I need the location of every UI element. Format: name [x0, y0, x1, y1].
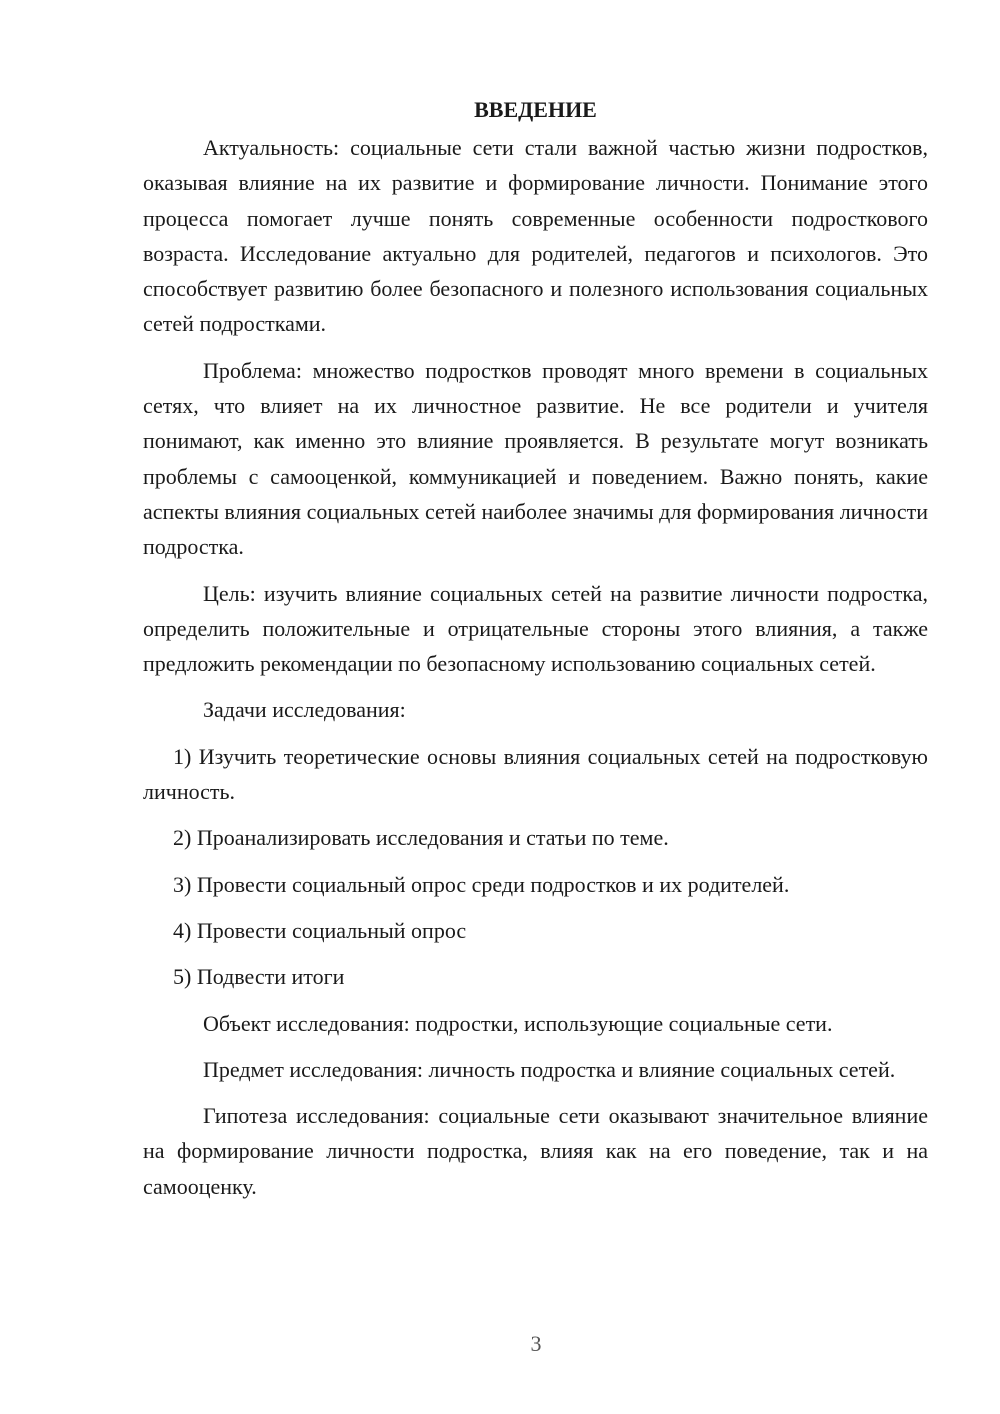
goal-paragraph: Цель: изучить влияние социальных сетей на развитие личности подростка, определить положительные и отрицательные стороны этого влияния, а также предложить рекомендации по безопасному использованию социальных сетей. — [143, 580, 928, 677]
task-item: 2) Проанализировать исследования и статьи по теме. — [173, 825, 669, 851]
page-number: 3 — [530, 1331, 542, 1356]
relevance-paragraph: Актуальность: социальные сети стали важной частью жизни подростков, оказывая влияние на их развитие и формирование личности. Понимание этого процесса помогает лучше понять современные особенности подросткового возраста. Исследование актуально для родителей, педагогов и психологов. Это способствует развитию более безопасного и полезного использования социальных сетей подростками. — [143, 135, 928, 337]
subject-paragraph: Предмет исследования: личность подростка и влияние социальных сетей. — [203, 1056, 896, 1082]
object-paragraph: Объект исследования: подростки, использующие социальные сети. — [203, 1010, 833, 1036]
hypothesis-paragraph: Гипотеза исследования: социальные сети оказывают значительное влияние на формирование личности подростка, влияя как на его поведение, так и на самооценку. — [143, 1103, 928, 1199]
task-item: 3) Провести социальный опрос среди подростков и их родителей. — [173, 871, 790, 897]
problem-paragraph: Проблема: множество подростков проводят много времени в социальных сетях, что влияет на их личностное развитие. Не все родители и учителя понимают, как именно это влияние проявляется. В результате могут возникать проблемы с самооценкой, коммуникацией и поведением. Важно понять, какие аспекты влияния социальных сетей наиболее значимы для формирования личности подростка. — [143, 357, 928, 560]
task-item: 1) Изучить теоретические основы влияния социальных сетей на подростковую личность. — [143, 743, 928, 805]
tasks-list — [143, 739, 928, 995]
task-item: 5) Подвести итоги — [173, 964, 345, 990]
tasks-heading: Задачи исследования: — [203, 697, 406, 723]
document-page — [143, 92, 928, 1215]
page-title: ВВЕДЕНИЕ — [474, 97, 597, 122]
task-item: 4) Провести социальный опрос — [173, 917, 467, 943]
